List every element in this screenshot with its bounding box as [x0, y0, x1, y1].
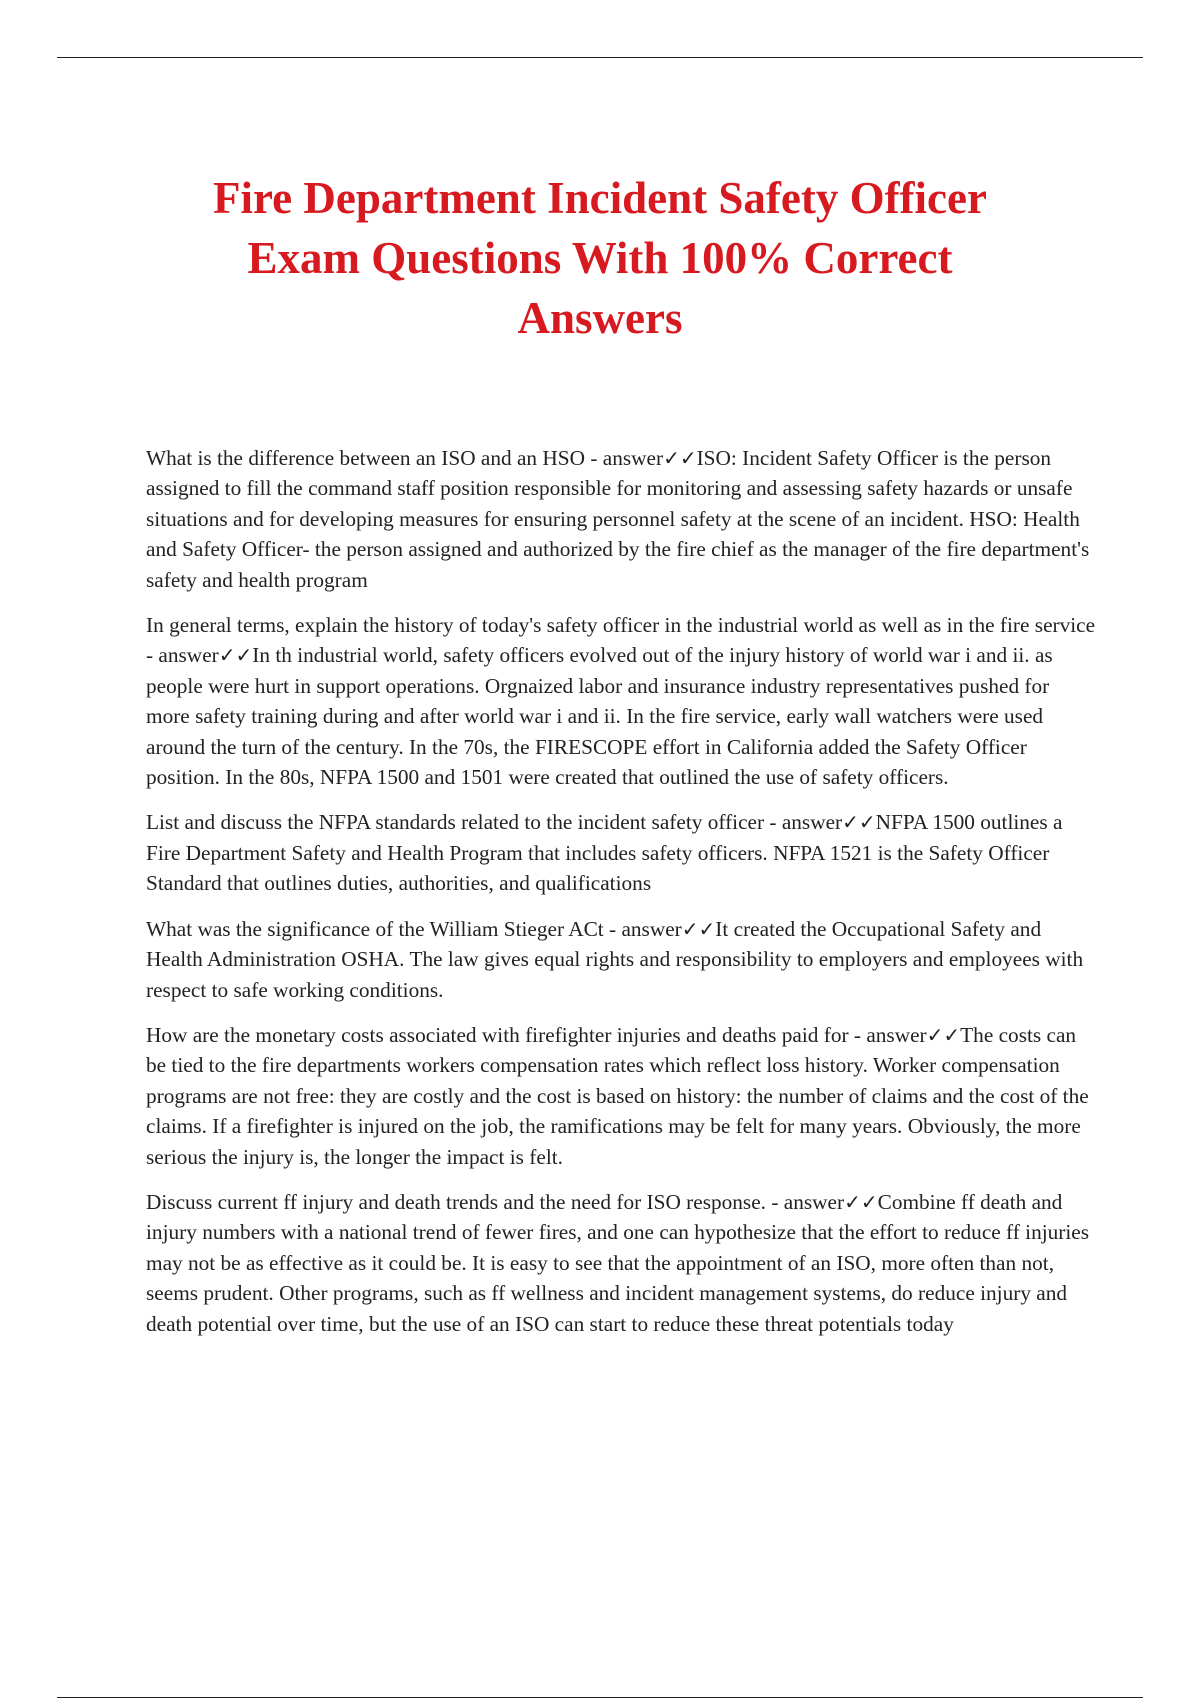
- question-text: List and discuss the NFPA standards related to the incident safety officer: [146, 810, 765, 835]
- bottom-rule: [57, 1697, 1143, 1698]
- question-text: In general terms, explain the history of today's safety officer in the industrial world as well as in the fire service: [146, 613, 1096, 638]
- title-line-2: Exam Questions With 100% Correct: [247, 233, 953, 283]
- answer-text: It created the Occupational Safety and Health Administration OSHA. The law gives equal rights and responsibility to employers and employees with respect to safe working conditions.: [146, 916, 1084, 1002]
- qa-item-1: What is the difference between an ISO and an HSO - answer✓✓ISO: Incident Safety Officer is the person assigned to fill the command staff position responsible for monitoring and assessing safety hazards or unsafe situations and for developing measures for ensuring personnel safety at the scene of an incident. HSO: Health and Safety Officer- the person assigned and authorized by the fire chief as the manager of the fire department's safety and health program: [146, 446, 1090, 592]
- answer-text: In th industrial world, safety officers evolved out of the injury history of world war i and ii. as people were hurt in support operations. Orgnaized labor and insurance industry representatives pushed for more safety training during and after world war i and ii. In the fire service, early wall watchers were used around the turn of the century. In the 70s, the FIRESCOPE effort in California added the Safety Officer position. In the 80s, NFPA 1500 and 1501 were created that outlined the use of safety officers.: [146, 643, 1053, 790]
- answer-text: ISO: Incident Safety Officer is the person assigned to fill the command staff position responsible for monitoring and assessing safety hazards or unsafe situations and for developing measures for ensuring personnel safety at the scene of an incident. HSO: Health and Safety Officer- the person assigned and authorized by the fire chief as the manager of the fire department's safety and health program: [146, 446, 1090, 592]
- answer-text: Combine ff death and injury numbers with a national trend of fewer fires, and one can hypothesize that the effort to reduce ff injuries may not be as effective as it could be. It is easy to see that the appointment of an ISO, more often than not, seems prudent. Other programs, such as ff wellness and incident management systems, do reduce injury and death potential over time, but the use of an ISO can start to reduce these threat potentials today: [146, 1189, 1090, 1336]
- qa-item-3: List and discuss the NFPA standards related to the incident safety officer - answer✓✓NFPA 1500 outlines a Fire Department Safety and Health Program that includes safety officers. NFPA 1521 is the Safety Officer Standard that outlines duties, authorities, and qualifications: [146, 810, 1063, 896]
- qa-item-4: What was the significance of the William Stieger ACt - answer✓✓It created the Occupational Safety and Health Administration OSHA. The law gives equal rights and responsibility to employers and employees with respect to safe working conditions.: [146, 916, 1084, 1002]
- top-rule: [57, 57, 1143, 58]
- title-line-3: Answers: [517, 293, 683, 343]
- answer-label: answer: [158, 643, 219, 668]
- question-text: Discuss current ff injury and death trends and the need for ISO response.: [146, 1189, 767, 1214]
- check-marks-icon: ✓✓: [926, 1022, 961, 1047]
- answer-text: NFPA 1500 outlines a Fire Department Safety and Health Program that includes safety officers. NFPA 1521 is the Safety Officer Standard that outlines duties, authorities, and qualifications: [146, 810, 1063, 896]
- answer-label: answer: [866, 1022, 927, 1047]
- answer-label: answer: [783, 1189, 845, 1214]
- qa-item-2: In general terms, explain the history of today's safety officer in the industrial world as well as in the fire service - answer✓✓In th industrial world, safety officers evolved out of the injury history of world war i and ii. as people were hurt in support operations. Orgnaized labor and insurance industry representatives pushed for more safety training during and after world war i and ii. In the fire service, early wall watchers were used around the turn of the century. In the 70s, the FIRESCOPE effort in California added the Safety Officer position. In the 80s, NFPA 1500 and 1501 were created that outlined the use of safety officers.: [146, 613, 1096, 790]
- qa-list: [146, 443, 1096, 1354]
- qa-item-6: Discuss current ff injury and death trends and the need for ISO response. - answer✓✓Combine ff death and injury numbers with a national trend of fewer fires, and one can hypothesize that the effort to reduce ff injuries may not be as effective as it could be. It is easy to see that the appointment of an ISO, more often than not, seems prudent. Other programs, such as ff wellness and incident management systems, do reduce injury and death potential over time, but the use of an ISO can start to reduce these threat potentials today: [146, 1189, 1090, 1336]
- question-text: How are the monetary costs associated with firefighter injuries and deaths paid for: [146, 1022, 849, 1047]
- answer-label: answer: [621, 916, 682, 941]
- question-text: What is the difference between an ISO and an HSO: [146, 446, 585, 470]
- title-line-1: Fire Department Incident Safety Officer: [213, 173, 987, 223]
- check-marks-icon: ✓✓: [842, 810, 876, 835]
- qa-item-5: How are the monetary costs associated with firefighter injuries and deaths paid for - answer✓✓The costs can be tied to the fire departments workers compensation rates which reflect loss history. Worker compensation programs are not free: they are costly and the cost is based on history: the number of claims and the cost of the claims. If a firefighter is injured on the job, the ramifications may be felt for many years. Obviously, the more serious the injury is, the longer the impact is felt.: [146, 1022, 1089, 1169]
- answer-label: answer: [781, 810, 843, 835]
- check-marks-icon: ✓✓: [844, 1189, 878, 1214]
- document-title: [130, 168, 1070, 348]
- answer-text: The costs can be tied to the fire departments workers compensation rates which reflect loss history. Worker compensation programs are not free: they are costly and the cost is based on history: the number of claims and the cost of the claims. If a firefighter is injured on the job, the ramifications may be felt for many years. Obviously, the more serious the injury is, the longer the impact is felt.: [146, 1022, 1089, 1169]
- answer-label: answer: [602, 446, 664, 470]
- question-text: What was the significance of the William Stieger ACt: [146, 916, 604, 941]
- check-marks-icon: ✓✓: [681, 916, 716, 941]
- check-marks-icon: ✓✓: [663, 446, 697, 470]
- check-marks-icon: ✓✓: [218, 643, 253, 668]
